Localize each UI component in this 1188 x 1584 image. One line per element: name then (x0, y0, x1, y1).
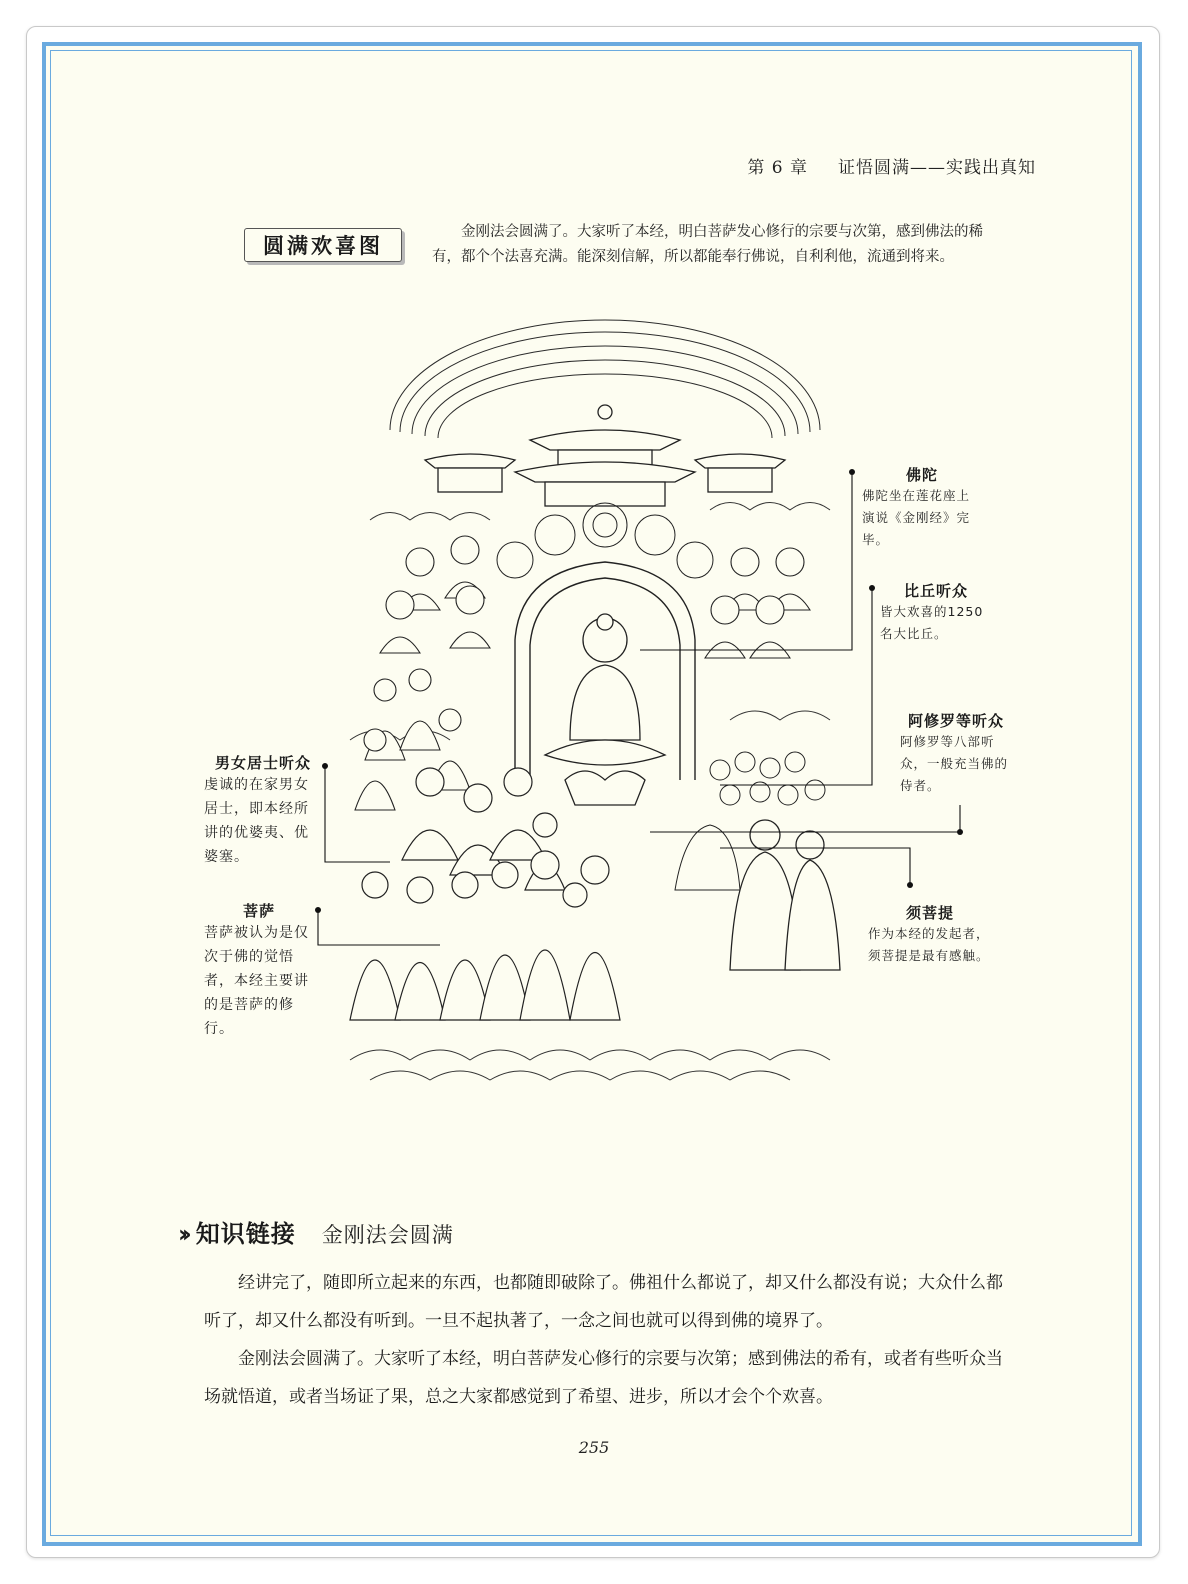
paragraph: 金刚法会圆满了。大家听了本经，明白菩萨发心修行的宗要与次第；感到佛法的希有，或者有些听众当场就悟道，或者当场证了果，总之大家都感觉到了希望、进步，所以才会个个欢喜。 (204, 1349, 1003, 1407)
assembly-illustration (330, 300, 880, 1100)
callout-bhikshu (880, 580, 992, 645)
page-number: 255 (578, 1438, 610, 1457)
subhuti-figure (730, 820, 840, 970)
callout-bodhisattva-title: 菩萨 (242, 902, 275, 920)
callout-bodhisattva-body: 菩萨被认为是仅次于佛的觉悟者，本经主要讲的是菩萨的修行。 (204, 925, 309, 1037)
knowledge-link-header (178, 1214, 454, 1249)
knowledge-link-topic: 金刚法会圆满 (321, 1223, 454, 1247)
callout-laity-body: 虔诚的在家男女居士，即本经所讲的优婆夷、优婆塞。 (204, 777, 309, 865)
callout-subhuti-title: 须菩提 (905, 904, 954, 922)
callout-subhuti-body: 作为本经的发起者，须菩提是最有感触。 (868, 926, 990, 963)
running-head (747, 153, 1036, 178)
callout-buddha-title: 佛陀 (905, 466, 938, 484)
paragraph: 经讲完了，随即所立起来的东西，也都随即破除了。佛祖什么都说了，却又什么都没有说；大众什么都听了，却又什么都没有听到。一旦不起执著了，一念之间也就可以得到佛的境界了。 (204, 1273, 1003, 1331)
callout-asura-body: 阿修罗等八部听众，一般充当佛的侍者。 (900, 734, 1009, 793)
callout-bhikshu-title: 比丘听众 (903, 582, 968, 600)
callout-asura (900, 710, 1012, 797)
chapter-title: 证悟圆满——实践出真知 (838, 158, 1036, 178)
callout-buddha-body: 佛陀坐在莲花座上演说《金刚经》完毕。 (862, 488, 971, 547)
knowledge-link-label: 知识链接 (195, 1220, 296, 1248)
double-chevron-icon: ›› (178, 1220, 186, 1248)
flower-canopy (497, 503, 713, 578)
callout-laity-title: 男女居士听众 (214, 754, 311, 772)
laity-group (355, 669, 470, 810)
chapter-number: 第 6 章 (747, 158, 808, 178)
callout-bhikshu-body: 皆大欢喜的1250名大比丘。 (880, 604, 984, 641)
radiance-rays (390, 320, 820, 438)
callout-subhuti (868, 902, 992, 967)
figure-intro: 金刚法会圆满了。大家听了本经，明白菩萨发心修行的宗要与次第，感到佛法的稀有，都个个法喜充满。能深刻信解，所以都能奉行佛说，自利利他，流通到将来。 (432, 224, 983, 265)
temple-roofs (425, 405, 785, 506)
callout-laity (204, 752, 322, 869)
bodhisattva-group (350, 851, 620, 1020)
callout-asura-title: 阿修罗等听众 (907, 712, 1004, 730)
figure-title: 圆满欢喜图 (244, 228, 402, 262)
callout-buddha (862, 464, 982, 551)
body-text (204, 1264, 1004, 1416)
buddha-figure (545, 614, 665, 805)
callout-bodhisattva (204, 900, 314, 1041)
